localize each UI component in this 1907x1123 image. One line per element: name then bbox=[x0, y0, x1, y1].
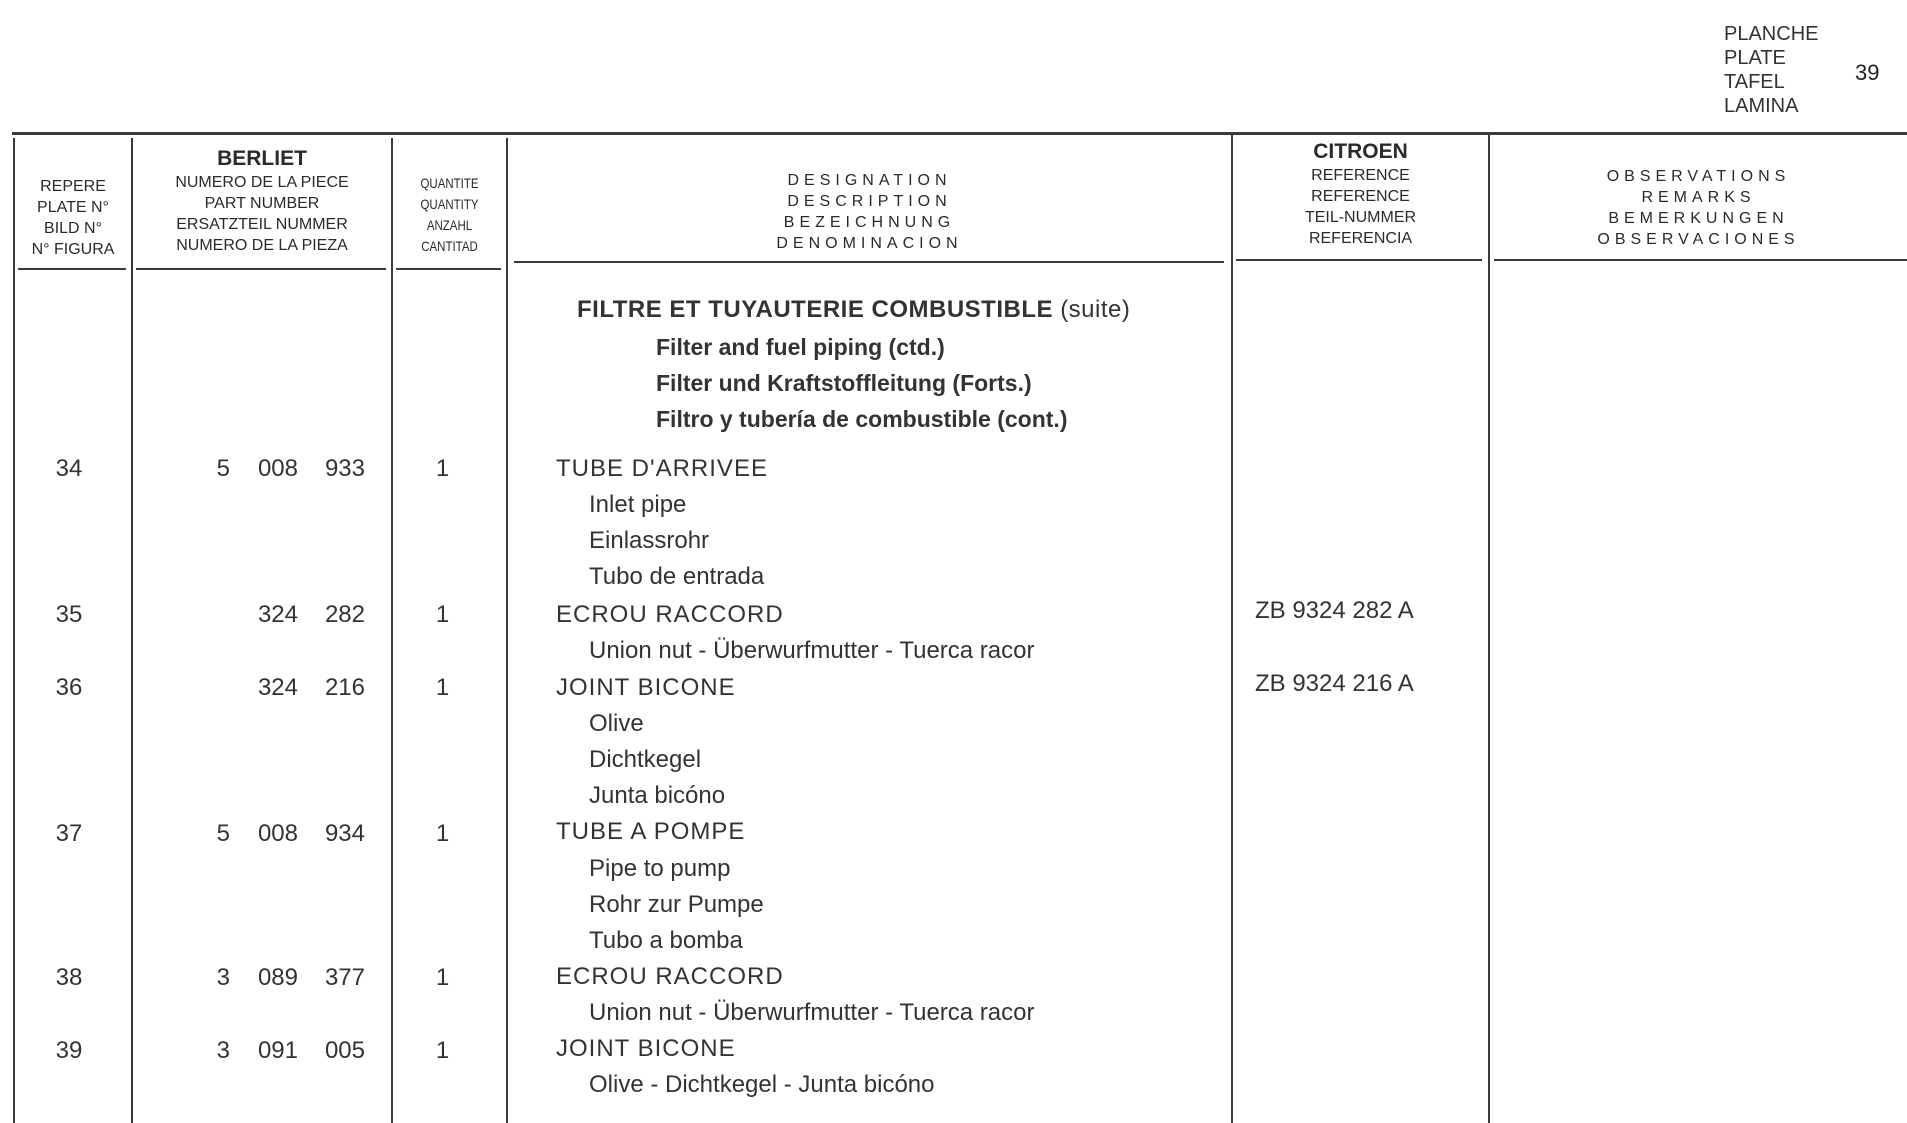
part-number-prefix: 5 bbox=[216, 820, 230, 847]
header-text: REFERENCE bbox=[1311, 188, 1410, 205]
header-text: REPERE bbox=[40, 178, 106, 195]
designation-translation: Inlet pipe bbox=[589, 491, 687, 518]
part-number-mid: 008 bbox=[257, 455, 298, 482]
plate-word: PLANCHE bbox=[1724, 23, 1819, 45]
part-number-end: 934 bbox=[324, 820, 365, 847]
header-text: DESCRIPTION bbox=[787, 193, 952, 210]
plate-number: 39 bbox=[1855, 60, 1880, 85]
header-underline bbox=[1236, 259, 1482, 261]
part-number-mid: 324 bbox=[257, 674, 298, 701]
header-text: TEIL-NUMMER bbox=[1304, 209, 1417, 226]
plate-word: LAMINA bbox=[1724, 95, 1799, 117]
section-title bbox=[577, 296, 1130, 324]
repere-number: 34 bbox=[55, 455, 83, 482]
header-text: QUANTITE bbox=[420, 175, 479, 191]
header-underline bbox=[18, 268, 126, 270]
plate-label bbox=[1724, 22, 1818, 118]
quantity: 1 bbox=[435, 674, 450, 701]
citroen-reference: ZB 9324 216 A bbox=[1255, 670, 1414, 697]
header-citroen-title: CITROEN bbox=[1313, 140, 1408, 163]
part-number-prefix: 3 bbox=[216, 1037, 230, 1064]
part-number-end: 282 bbox=[324, 601, 365, 628]
repere-number: 38 bbox=[55, 964, 83, 991]
part-number-mid: 091 bbox=[257, 1037, 298, 1064]
column-divider bbox=[506, 138, 508, 1123]
part-number-prefix: 3 bbox=[216, 964, 230, 991]
header-text: NUMERO DE LA PIECE bbox=[175, 174, 349, 191]
designation-translation: Einlassrohr bbox=[589, 527, 710, 554]
part-number-end: 933 bbox=[324, 455, 365, 482]
header-text: DENOMINACION bbox=[776, 235, 963, 252]
plate-word: TAFEL bbox=[1724, 71, 1785, 93]
repere-number: 37 bbox=[55, 820, 83, 847]
quantity: 1 bbox=[435, 455, 450, 482]
part-number-end: 216 bbox=[324, 674, 365, 701]
header-underline bbox=[514, 261, 1224, 263]
designation: TUBE D'ARRIVEE bbox=[556, 455, 768, 482]
plate-word: PLATE bbox=[1724, 47, 1786, 69]
column-divider bbox=[391, 138, 393, 1123]
designation-translation: Union nut - Überwurfmutter - Tuerca racor bbox=[589, 637, 1035, 664]
repere-number: 35 bbox=[55, 601, 83, 628]
part-number-end: 005 bbox=[324, 1037, 365, 1064]
header-repere bbox=[15, 176, 131, 260]
designation-translation: Tubo a bomba bbox=[589, 927, 743, 954]
section-title-suffix: (suite) bbox=[1060, 296, 1131, 323]
header-text: QUANTITY bbox=[420, 196, 479, 212]
header-berliet bbox=[133, 146, 391, 256]
column-divider bbox=[1488, 134, 1490, 1123]
header-text: REFERENCIA bbox=[1308, 230, 1413, 247]
header-text: REMARKS bbox=[1641, 189, 1756, 206]
designation: JOINT BICONE bbox=[556, 674, 736, 701]
header-observations bbox=[1490, 166, 1907, 250]
header-text: REFERENCE bbox=[1311, 167, 1410, 184]
header-text: BEMERKUNGEN bbox=[1608, 210, 1789, 227]
section-subtitle: Filtro y tubería de combustible (cont.) bbox=[656, 406, 1068, 432]
part-number-mid: 008 bbox=[257, 820, 298, 847]
quantity: 1 bbox=[435, 964, 450, 991]
header-text: PLATE N° bbox=[37, 199, 109, 216]
section-subtitle: Filter und Kraftstoffleitung (Forts.) bbox=[656, 370, 1032, 396]
section-title-text: FILTRE ET TUYAUTERIE COMBUSTIBLE bbox=[577, 296, 1054, 323]
header-text: PART NUMBER bbox=[204, 195, 320, 212]
repere-number: 36 bbox=[55, 674, 83, 701]
header-text: BILD N° bbox=[44, 220, 102, 237]
header-citroen bbox=[1233, 139, 1488, 249]
designation-translation: Junta bicóno bbox=[589, 782, 726, 809]
header-text: BEZEICHNUNG bbox=[783, 214, 956, 231]
designation-translation: Pipe to pump bbox=[589, 855, 731, 882]
header-text: CANTITAD bbox=[421, 238, 478, 254]
designation-translation: Olive - Dichtkegel - Junta bicóno bbox=[589, 1071, 935, 1098]
header-underline bbox=[1494, 259, 1907, 261]
quantity: 1 bbox=[435, 601, 450, 628]
header-text: N° FIGURA bbox=[31, 241, 115, 258]
header-berliet-title: BERLIET bbox=[217, 147, 307, 170]
table-top-rule bbox=[12, 132, 1907, 135]
header-text: ANZAHL bbox=[426, 217, 473, 233]
header-text: OBSERVATIONS bbox=[1606, 168, 1791, 185]
header-quantite bbox=[403, 173, 496, 257]
designation-translation: Olive bbox=[589, 710, 644, 737]
header-text: DESIGNATION bbox=[787, 172, 952, 189]
designation: ECROU RACCORD bbox=[556, 963, 784, 990]
part-number-prefix: 5 bbox=[216, 455, 230, 482]
designation-translation: Union nut - Überwurfmutter - Tuerca racor bbox=[589, 999, 1035, 1026]
header-text: ERSATZTEIL NUMMER bbox=[176, 216, 348, 233]
section-subtitle: Filter and fuel piping (ctd.) bbox=[656, 334, 945, 360]
column-divider bbox=[1231, 134, 1233, 1123]
quantity: 1 bbox=[435, 820, 450, 847]
designation-translation: Tubo de entrada bbox=[589, 563, 765, 590]
header-designation bbox=[508, 170, 1231, 254]
part-number-mid: 089 bbox=[257, 964, 298, 991]
quantity: 1 bbox=[435, 1037, 450, 1064]
header-underline bbox=[136, 268, 386, 270]
repere-number: 39 bbox=[55, 1037, 83, 1064]
header-text: NUMERO DE LA PIEZA bbox=[176, 237, 348, 254]
header-underline bbox=[396, 268, 501, 270]
designation: JOINT BICONE bbox=[556, 1035, 736, 1062]
part-number-end: 377 bbox=[324, 964, 365, 991]
designation-translation: Dichtkegel bbox=[589, 746, 702, 773]
citroen-reference: ZB 9324 282 A bbox=[1255, 597, 1414, 624]
header-text: OBSERVACIONES bbox=[1597, 231, 1800, 248]
designation: TUBE A POMPE bbox=[556, 818, 746, 845]
part-number-mid: 324 bbox=[257, 601, 298, 628]
designation-translation: Rohr zur Pumpe bbox=[589, 891, 764, 918]
designation: ECROU RACCORD bbox=[556, 601, 784, 628]
